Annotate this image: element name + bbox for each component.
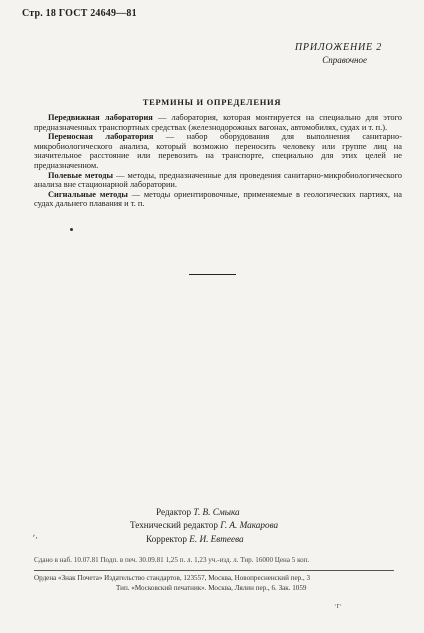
definition-item: [34, 132, 402, 170]
credit-role: Корректор: [146, 533, 187, 544]
definition-item: [34, 113, 402, 132]
definition-term: Сигнальные методы: [48, 189, 128, 199]
definition-term: Передвижная лаборатория: [48, 113, 153, 122]
credit-tech-editor: [130, 519, 278, 532]
credit-name: Е. И. Евтеева: [189, 533, 244, 544]
credit-corrector: [130, 533, 278, 546]
appendix-subtitle: Справочное: [322, 55, 367, 65]
press-line: Тип. «Московский печатник». Москва, Лялин пер., 6. Зак. 1059: [116, 583, 307, 592]
definitions-list: [34, 113, 402, 209]
press-line: Ордена «Знак Почета» Издательство стандартов, 123557, Москва, Новопресненский пер., 3: [34, 574, 311, 582]
stray-mark: ·r·: [334, 601, 342, 610]
press-info: [34, 574, 404, 593]
definition-term: Переносная лаборатория: [48, 132, 154, 142]
definition-text: — методы ориентировочные, применяемые в геологических партиях, на судах дальнего плавания и т. п.: [34, 189, 402, 209]
credits-block: [130, 506, 278, 546]
definition-text: — набор оборудования для выполнения санитарно-микробиологического анализа, который возможно переносить человеку или группе лиц на значительное расстояние или перевозить на транспорте, специально для этих целей не предназначенном.: [34, 132, 402, 170]
definition-text: — методы, предназначенные для проведения санитарно-микробиологического анализа вне стационарной лаборатории.: [34, 170, 402, 190]
publication-info: Сдано в наб. 10.07.81 Подп. в печ. 30.09.81 1,25 п. л. 1,23 уч.-изд. л. Тир. 16000 Цена 5 коп.: [34, 556, 310, 564]
credit-role: Редактор: [156, 507, 192, 517]
section-divider: [189, 274, 236, 275]
credit-name: Т. В. Смыка: [193, 507, 240, 517]
section-title: ТЕРМИНЫ И ОПРЕДЕЛЕНИЯ: [142, 97, 282, 107]
credit-role: Технический редактор: [130, 520, 218, 531]
definition-item: [34, 171, 402, 190]
page-header: Стр. 18 ГОСТ 24649—81: [22, 8, 137, 19]
credit-name: Г. А. Макарова: [220, 520, 279, 531]
definition-text: — лаборатория, которая монтируется на специально для этого предназначенных транспортных средствах (железнодорожных вагонах, автомобилях, судах и т. п.).: [34, 113, 402, 132]
footer-rule: [34, 570, 394, 571]
margin-mark: ʹ·: [33, 533, 38, 543]
ink-dot: [70, 228, 73, 231]
credit-editor: [130, 506, 278, 519]
appendix-title: ПРИЛОЖЕНИЕ 2: [294, 42, 382, 53]
definition-item: [34, 190, 402, 209]
definition-term: Полевые методы: [48, 170, 114, 180]
